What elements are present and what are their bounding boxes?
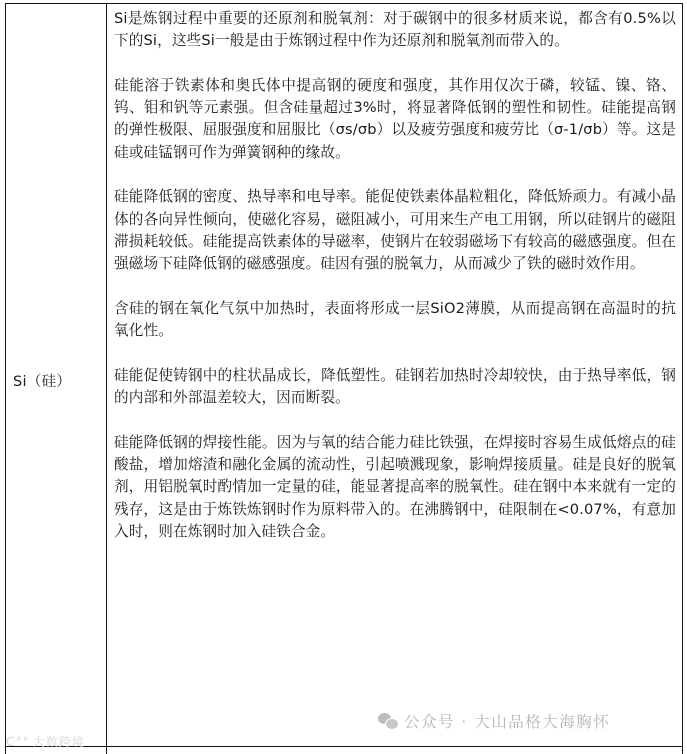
watermark-left-text: 大数跨境 [32,735,85,749]
element-label: Si（硅） [13,374,72,390]
column-divider [106,747,107,754]
watermark-right [378,710,610,732]
watermark-logo-icon: ᑕ°° [6,735,30,749]
paragraph-magnetic: 硅能降低钢的密度、热导率和电导率。能促使铁素体晶粒粗化，降低矫顽力。有减小晶体的各向异性倾向，使磁化容易，磁阻减小，可用来生产电工用钢，所以硅钢片的磁阻滞损耗较低。硅能提高铁素体的导磁率，使钢片在较弱磁场下有较高的磁感强度。但在强磁场下硅降低钢的磁感强度。硅因有强的脱氧力，从而减少了铁的磁时效作用。 [114,188,676,273]
paragraph-strength: 硅能溶于铁素体和奥氏体中提高钢的硬度和强度，其作用仅次于磷，较锰、镍、铬、钨、钼和钒等元素强。但含硅量超过3%时，将显著降低钢的塑性和韧性。硅能提高钢的弹性极限、屈服强度和屈服比（σs/σb）以及疲劳强度和疲劳比（σ-1/σb）等。这是硅或硅锰钢可作为弹簧钢种的缘故。 [114,76,676,161]
watermark-right-text: 公众号 · 大山品格大海胸怀 [404,713,611,731]
element-label-cell [6,4,107,746]
watermark-left [6,733,85,750]
paragraph-casting: 硅能促使铸钢中的柱状晶成长，降低塑性。硅钢若加热时冷却较快，由于热导率低，钢的内部和外部温差较大，因而断裂。 [114,366,676,407]
paragraph-deoxidizer: Si是炼钢过程中重要的还原剂和脱氧剂：对于碳钢中的很多材质来说，都含有0.5%以下的Si，这些Si一般是由于炼钢过程中作为还原剂和脱氧剂而带入的。 [114,10,676,50]
wechat-icon [378,713,398,729]
element-table-row [5,3,683,747]
paragraph-welding: 硅能降低钢的焊接性能。因为与氧的结合能力硅比铁强，在焊接时容易生成低熔点的硅酸盐，增加熔渣和融化金属的流动性，引起喷溅现象，影响焊接质量。硅是良好的脱氧剂，用铝脱氧时酌情加一定量的硅，能显著提高率的脱氧性。硅在钢中本来就有一定的残存，这是由于炼铁炼钢时作为原料带入的。在沸腾钢中，硅限制在<0.07%，有意加入时，则在炼钢时加入硅铁合金。 [114,433,676,540]
paragraph-oxidation: 含硅的钢在氧化气氛中加热时，表面将形成一层SiO2薄膜，从而提高钢在高温时的抗氧化性。 [114,299,676,340]
next-table-row [5,747,683,754]
element-description-cell [107,4,682,746]
